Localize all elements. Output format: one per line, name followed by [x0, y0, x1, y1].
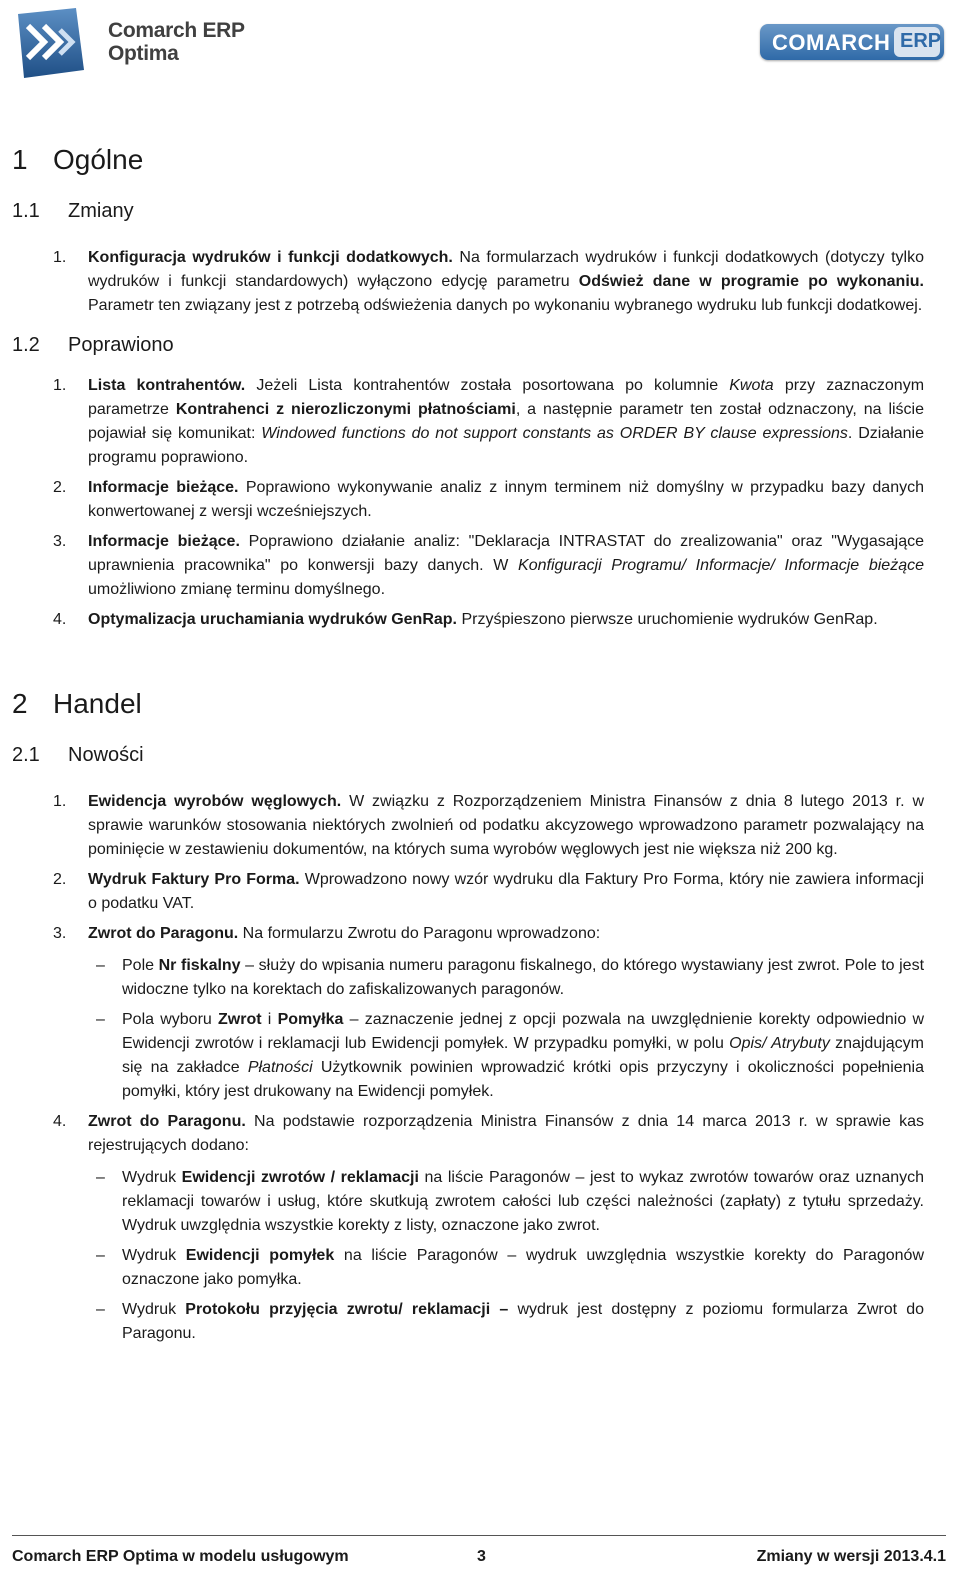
list-item: 1. Konfiguracja wydruków i funkcji dodatkowych. Na formularzach wydruków i funkcji dodatkowych (dotyczy tylko wydruków i funkcji standardowych) wyłączono edycję parametru Odśwież dane w programie po wykonaniu. Parametr ten związany jest z potrzebą odświeżenia danych po wykonaniu wybranego wydruku lub funkcji dodatkowej.	[53, 249, 925, 314]
sub-list-item: – Wydruk Ewidencji pomyłek na liście Paragonów – wydruk uwzględnia wszystkie korekty do Paragonów oznaczone jako pomyłka.	[96, 1247, 925, 1288]
sub-list-item: – Pola wyboru Zwrot i Pomyłka – zaznaczenie jednej z opcji pozwala na uwzględnienie korekty odpowiednio w Ewidencji zwrotów i reklamacji lub Ewidencji pomyłek. W przypadku pomyłki, w polu Opis/ Atrybuty znajdującym się na zakładce Płatności Użytkownik powinien wprowadzić krótki opis przyczyny i okoliczności popełnienia pomyłki, który jest drukowany na Ewidencji pomyłek.	[96, 1011, 925, 1100]
list-item: 2. Informacje bieżące. Poprawiono wykonywanie analiz z innym terminem niż domyślny w przypadku bazy danych konwertowanej z wersji wcześniejszych.	[53, 479, 924, 520]
subsection-heading-1-1: 1.1 Zmiany	[12, 200, 134, 222]
list-item: 4. Zwrot do Paragonu. Na podstawie rozporządzenia Ministra Finansów z dnia 14 marca 2013 r. w sprawie kas rejestrujących dodano:	[53, 1113, 925, 1154]
list-item: 3. Zwrot do Paragonu. Na formularzu Zwrotu do Paragonu wprowadzono:	[53, 925, 601, 942]
subsection-heading-1-2: 1.2 Poprawiono	[12, 334, 174, 356]
comarch-erp-logo-icon: COMARCH ERP	[760, 24, 946, 62]
page-header	[0, 0, 960, 95]
sub-list-item: – Wydruk Ewidencji zwrotów / reklamacji na liście Paragonów – jest to wykaz zwrotów towarów oraz uznanych reklamacji towarów i usług, które skutkują zwrotem całości lub części należności (zapłaty) z tytułu sprzedaży. Wydruk uwzględnia wszystkie korekty z listy, oznaczone jako zwrot.	[96, 1169, 925, 1234]
document-body	[12, 140, 924, 1346]
sub-list-item: – Pole Nr fiskalny – służy do wpisania numeru paragonu fiskalnego, do którego wystawiany jest zwrot. Pole to jest widoczne tylko na korektach do zafiskalizowanych paragonów.	[96, 957, 925, 998]
page-footer	[12, 1535, 946, 1576]
section-heading-2: 2 Handel	[12, 688, 142, 719]
comarch-optima-logo-icon	[14, 8, 86, 78]
footer-version: Zmiany w wersji 2013.4.1	[756, 1548, 946, 1565]
footer-title: Comarch ERP Optima w modelu usługowym	[12, 1548, 349, 1565]
list-item: 2. Wydruk Faktury Pro Forma. Wprowadzono nowy wzór wydruku dla Faktury Pro Forma, który nie zawiera informacji o podatku VAT.	[53, 871, 925, 912]
list-item: 1. Lista kontrahentów. Jeżeli Lista kontrahentów została posortowana po kolumnie Kwota przy zaznaczonym parametrze Kontrahenci z nierozliczonymi płatnościami, a następnie parametr ten został odznaczony, na liście pojawiał się komunikat: Windowed functions do not support constants as ORDER BY clause expressions. Działanie programu poprawiono.	[53, 377, 925, 466]
page-number: 3	[477, 1548, 486, 1565]
section-heading-1: 1 Ogólne	[12, 144, 144, 175]
list-item: 4. Optymalizacja uruchamiania wydruków GenRap. Przyśpieszono pierwsze uruchomienie wydruków GenRap.	[53, 611, 878, 628]
subsection-heading-2-1: 2.1 Nowości	[12, 744, 144, 766]
product-logo-text: Comarch ERP Optima	[108, 19, 245, 65]
list-item: 3. Informacje bieżące. Poprawiono działanie analiz: "Deklaracja INTRASTAT do zrealizowania" oraz "Wygasające uprawnienia pracownika" po konwersji bazy danych. W Konfiguracji Programu/ Informacje/ Informacje bieżące umożliwiono zmianę terminu domyślnego.	[53, 533, 925, 598]
list-item: 1. Ewidencja wyrobów węglowych. W związku z Rozporządzeniem Ministra Finansów z dnia 8 lutego 2013 r. w sprawie warunków stosowania niektórych zwolnień od podatku akcyzowego wprowadzono parametr pozwalający na pominięcie w zestawieniu dokumentów, na których suma wyrobów węglowych jest nie większa niż 200 kg.	[53, 793, 924, 858]
sub-list-item: – Wydruk Protokołu przyjęcia zwrotu/ reklamacji – wydruk jest dostępny z poziomu formularza Zwrot do Paragonu.	[96, 1301, 925, 1342]
